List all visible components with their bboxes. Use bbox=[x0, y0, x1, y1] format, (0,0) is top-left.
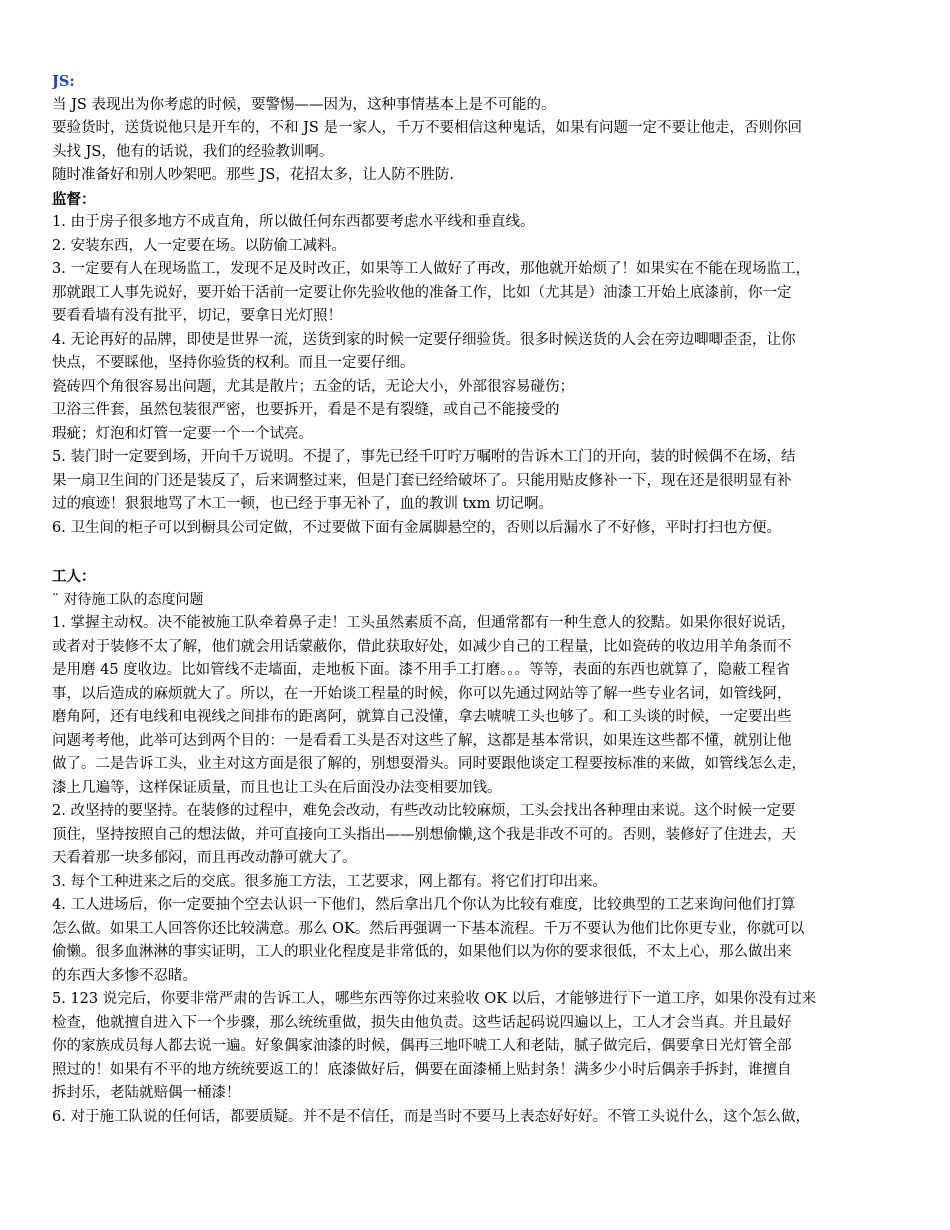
paragraph-line: 事，以后造成的麻烦就大了。所以，在一开始谈工程量的时候，你可以先通过网站等了解一些专业名词，如管线阿， bbox=[52, 685, 792, 702]
paragraph-line: 你的家族成员每人都去说一遍。好象偶家油漆的时候，偶再三地吓唬工人和老陆，腻子做完后，偶要拿日光灯管全部 bbox=[52, 1038, 792, 1054]
paragraph-line: 瑕疵；灯泡和灯管一定要一个一个试亮。 bbox=[52, 425, 313, 442]
paragraph-line: 6. 对于施工队说的任何话，都要质疑。并不是不信任，而是当时不要马上表态好好好。不管工头说什么，这个怎么做， bbox=[52, 1108, 810, 1125]
paragraph-line: 或者对于装修不太了解，他们就会用话蒙蔽你，借此获取好处，如减少自己的工程量，比如瓷砖的收边用羊角条而不 bbox=[52, 638, 792, 655]
paragraph-line: 照过的！如果有不平的地方统统要返工的！底漆做好后，偶要在面漆桶上贴封条！满多少小时后偶亲手拆封，谁擅自 bbox=[52, 1061, 792, 1078]
paragraph-line: 快点，不要睬他，坚持你验货的权利。而且一定要仔细。 bbox=[52, 355, 415, 371]
paragraph-line: 随时准备好和别人吵架吧。那些 JS，花招太多，让人防不胜防. bbox=[52, 167, 454, 183]
paragraph-line: 怎么做。如果工人回答你还比较满意。那么 OK。然后再强调一下基本流程。千万不要认为他们比你更专业，你就可以 bbox=[52, 920, 805, 937]
paragraph-line: 做了。二是告诉工头，业主对这方面是很了解的，别想耍滑头。同时要跟他谈定工程要按标准的来做，如管线怎么走， bbox=[52, 756, 806, 772]
paragraph-line: 6. 卫生间的柜子可以到橱具公司定做，不过要做下面有金属脚悬空的，否则以后漏水了不好修，平时打扫也方便。 bbox=[52, 519, 781, 536]
workers-section-subtitle: ¨ 对待施工队的态度问题 bbox=[52, 591, 204, 608]
paragraph-line: 的东西大多惨不忍睹。 bbox=[52, 967, 197, 984]
section-spacer bbox=[52, 540, 912, 565]
paragraph-line: 1. 掌握主动权。决不能被施工队牵着鼻子走！工头虽然素质不高，但通常都有一种生意人的狡黠。如果你很好说话， bbox=[52, 615, 796, 631]
paragraph-line: 检查，他就擅自进入下一个步骤，那么统统重做，损失由他负责。这些话起码说四遍以上，工人才会当真。并且最好 bbox=[52, 1014, 792, 1031]
paragraph-line: 要验货时，送货说他只是开车的，不和 JS 是一家人，千万不要相信这种鬼话，如果有问题一定不要让他走，否则你回 bbox=[52, 120, 802, 136]
document-page bbox=[52, 70, 912, 1129]
paragraph-line: 3. 每个工种进来之后的交底。很多施工方法，工艺要求，网上都有。将它们打印出来。 bbox=[52, 873, 607, 890]
workers-section-title: 工人： bbox=[52, 568, 96, 585]
paragraph-line: 偷懒。很多血淋淋的事实证明，工人的职业化程度是非常低的，如果他们以为你的要求很低，不太上心，那么做出来 bbox=[52, 944, 792, 960]
paragraph-line: 要看看墙有没有批平，切记，要拿日光灯照！ bbox=[52, 308, 342, 324]
paragraph-line: 卫浴三件套，虽然包装很严密，也要拆开，看是不是有裂缝，或自己不能接受的 bbox=[52, 402, 560, 418]
paragraph-line: 天看着那一块多郁闷，而且再改动静可就大了。 bbox=[52, 850, 357, 866]
paragraph-line: 3. 一定要有人在现场监工，发现不足及时改正，如果等工人做好了再改，那他就开始烦了！如果实在不能在现场监工， bbox=[52, 261, 810, 277]
paragraph-line: 那就跟工人事先说好，要开始干活前一定要让你先验收他的准备工作，比如（尤其是）油漆工开始上底漆前，你一定 bbox=[52, 284, 792, 301]
paragraph-line: 4. 工人进场后，你一定要抽个空去认识一下他们，然后拿出几个你认为比较有难度，比较典型的工艺来询问他们打算 bbox=[52, 897, 796, 913]
paragraph-line: 过的痕迹！狠狠地骂了木工一顿，也已经于事无补了，血的教训 txm 切记啊。 bbox=[52, 496, 553, 512]
paragraph-line: 头找 JS，他有的话说，我们的经验教训啊。 bbox=[52, 143, 334, 160]
paragraph-line: 4. 无论再好的品牌，即使是世界一流，送货到家的时候一定要仔细验货。很多时候送货的人会在旁边唧唧歪歪，让你 bbox=[52, 331, 796, 348]
js-section-title: JS: bbox=[52, 73, 75, 90]
paragraph-line: 顶住，坚持按照自己的想法做，并可直接向工头指出——别想偷懒,这个我是非改不可的。否则，装修好了住进去，天 bbox=[52, 826, 797, 843]
paragraph-line: 5. 123 说完后，你要非常严肃的告诉工人，哪些东西等你过来验收 OK 以后，才能够进行下一道工序，如果你没有过来 bbox=[52, 991, 817, 1007]
paragraph-line: 1. 由于房子很多地方不成直角，所以做任何东西都要考虑水平线和垂直线。 bbox=[52, 214, 535, 230]
supervise-section-title: 监督： bbox=[52, 190, 96, 208]
paragraph-line: 2. 改坚持的要坚持。在装修的过程中，难免会改动，有些改动比较麻烦，工头会找出各种理由来说。这个时候一定要 bbox=[52, 803, 796, 819]
paragraph-line: 当 JS 表现出为你考虑的时候，要警惕——因为，这种事情基本上是不可能的。 bbox=[52, 96, 556, 113]
paragraph-line: 拆封乐，老陆就赔偶一桶漆！ bbox=[52, 1085, 241, 1101]
paragraph-line: 问题考考他，此举可达到两个目的：一是看看工头是否对这些了解，这都是基本常识，如果连这些都不懂，就别让他 bbox=[52, 732, 792, 749]
paragraph-line: 果一扇卫生间的门还是装反了，后来调整过来，但是门套已经给破坏了。只能用贴皮修补一下，现在还是很明显有补 bbox=[52, 472, 792, 489]
paragraph-line: 2. 安装东西，人一定要在场。以防偷工减料。 bbox=[52, 237, 346, 254]
paragraph-line: 是用磨 45 度收边。比如管线不走墙面，走地板下面。漆不用手工打磨。。。等等，表面的东西也就算了，隐蔽工程省 bbox=[52, 662, 791, 678]
paragraph-line: 磨角阿，还有电线和电视线之间排布的距离阿，就算自己没懂，拿去唬唬工头也够了。和工头谈的时候，一定要出些 bbox=[52, 709, 792, 725]
paragraph-line: 5. 装门时一定要到场，开向千万说明。不提了，事先已经千叮咛万嘱咐的告诉木工门的开向，装的时候偶不在场，结 bbox=[52, 449, 796, 465]
paragraph-line: 漆上几遍等，这样保证质量，而且也让工头在后面没办法变相要加钱。 bbox=[52, 779, 502, 796]
paragraph-line: 瓷砖四个角很容易出问题，尤其是散片；五金的话，无论大小，外部很容易碰伤； bbox=[52, 378, 574, 395]
